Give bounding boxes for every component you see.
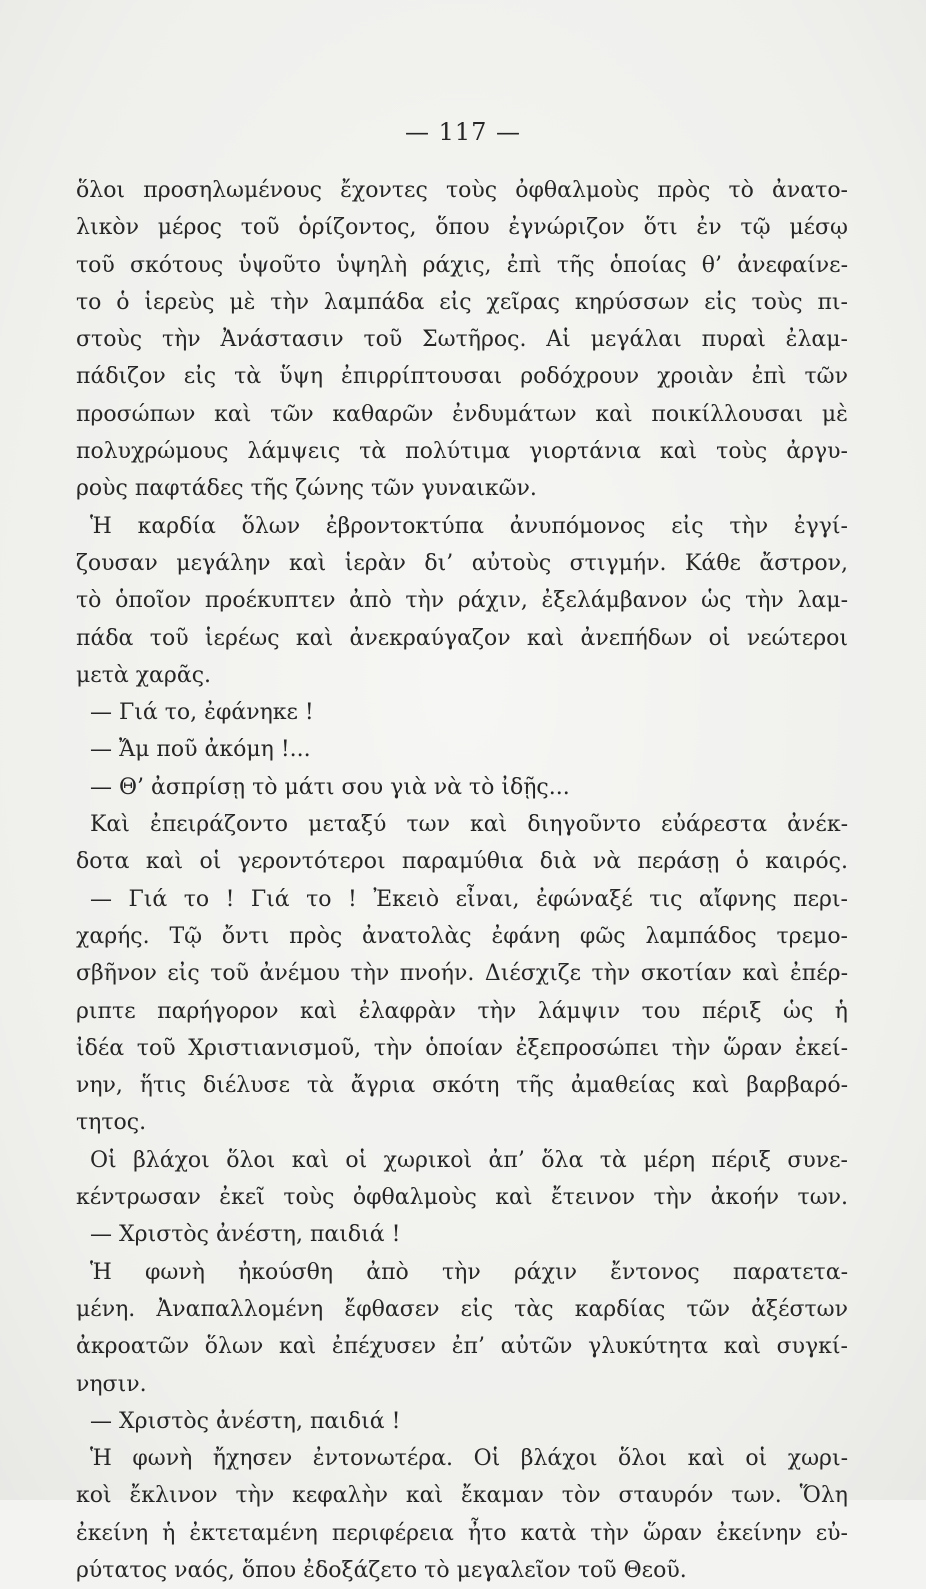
text-line: πολυχρώμους λάμψεις τὰ πολύτιμα γιορτάνια καὶ τοὺς ἀργυ- xyxy=(76,439,848,465)
text-line: λικὸν μέρος τοῦ ὁρίζοντος, ὅπου ἐγνώριζον ὅτι ἐν τῷ μέσῳ xyxy=(76,215,848,241)
text-line: ἐκείνη ἡ ἐκτεταμένη περιφέρεια ἦτο κατὰ τὴν ὥραν ἐκείνην εὐ- xyxy=(76,1520,848,1546)
text-line: — Χριστὸς ἀνέστη, παιδιά ! xyxy=(90,1408,401,1434)
text-line: — Γιά το ! Γιά το ! Ἐκειὸ εἶναι, ἐφώναξέ τις αἴφνης περι- xyxy=(90,886,848,912)
text-line: τὸ ὁποῖον προέκυπτεν ἀπὸ τὴν ράχιν, ἐξελάμβανον ὡς τὴν λαμ- xyxy=(76,588,848,614)
text-line: Οἱ βλάχοι ὅλοι καὶ οἱ χωρικοὶ ἀπ’ ὅλα τὰ μέρη πέριξ συνε- xyxy=(90,1147,848,1173)
text-line: ζουσαν μεγάλην καὶ ἱερὰν δι’ αὐτοὺς στιγμήν. Κάθε ἄστρον, xyxy=(76,550,848,576)
text-line: Ἡ φωνὴ ἠκούσθη ἀπὸ τὴν ράχιν ἔντονος παρατετα- xyxy=(90,1259,848,1285)
text-line: — Γιά το, ἐφάνηκε ! xyxy=(90,700,314,726)
text-line: Καὶ ἐπειράζοντο μεταξύ των καὶ διηγοῦντο εὐάρεστα ἀνέκ- xyxy=(90,812,848,838)
text-line: — Ἄμ ποῦ ἀκόμη !... xyxy=(90,737,311,763)
text-line: ὅλοι προσηλωμένους ἔχοντες τοὺς ὀφθαλμοὺς πρὸς τὸ ἀνατο- xyxy=(76,178,848,203)
text-line: τοῦ σκότους ὑψοῦτο ὑψηλὴ ράχις, ἐπὶ τῆς ὁποίας θ’ ἀνεφαίνε- xyxy=(76,252,848,278)
text-line: ροὺς παφτάδες τῆς ζώνης τῶν γυναικῶν. xyxy=(76,476,537,502)
text-line: — Θ’ ἀσπρίσῃ τὸ μάτι σου γιὰ νὰ τὸ ἰδῇς... xyxy=(90,774,570,800)
text-line: Ἡ καρδία ὅλων ἐβροντοκτύπα ἀνυπόμονος εἰς τὴν ἐγγί- xyxy=(90,513,848,539)
text-line: ρύτατος ναός, ὅπου ἐδοξάζετο τὸ μεγαλεῖον τοῦ Θεοῦ. xyxy=(76,1557,687,1583)
text-line: χαρής. Τῷ ὄντι πρὸς ἀνατολὰς ἐφάνη φῶς λαμπάδος τρεμο- xyxy=(76,923,848,949)
text-line: — Χριστὸς ἀνέστη, παιδιά ! xyxy=(90,1222,401,1248)
text-line: κέντρωσαν ἐκεῖ τοὺς ὀφθαλμοὺς καὶ ἔτεινον τὴν ἀκοήν των. xyxy=(76,1185,848,1211)
text-line: μετὰ χαρᾶς. xyxy=(76,662,212,688)
text-line: μένη. Ἀναπαλλομένη ἔφθασεν εἰς τὰς καρδίας τῶν ἀξέστων xyxy=(76,1296,848,1322)
text-line: τητος. xyxy=(76,1110,147,1136)
text-line: στοὺς τὴν Ἀνάστασιν τοῦ Σωτῆρος. Αἱ μεγάλαι πυραὶ ἐλαμ- xyxy=(76,327,848,353)
text-line: πάδιζον εἰς τὰ ὕψη ἐπιρρίπτουσαι ροδόχρουν χροιὰν ἐπὶ τῶν xyxy=(76,364,848,390)
text-line: νησιν. xyxy=(76,1371,147,1397)
page-number: — 117 — xyxy=(404,118,522,146)
text-line: προσώπων καὶ τῶν καθαρῶν ἐνδυμάτων καὶ ποικίλλουσαι μὲ xyxy=(76,401,848,427)
text-line: νην, ἥτις διέλυσε τὰ ἄγρια σκότη τῆς ἀμαθείας καὶ βαρβαρό- xyxy=(76,1073,848,1099)
text-line: σβῆνον εἰς τοῦ ἀνέμου τὴν πνοήν. Διέσχιζε τὴν σκοτίαν καὶ ἐπέρ- xyxy=(76,961,848,987)
text-line: ριπτε παρήγορον καὶ ἐλαφρὰν τὴν λάμψιν του πέριξ ὡς ἡ xyxy=(76,998,848,1024)
text-line: Ἡ φωνὴ ἤχησεν ἐντονωτέρα. Οἱ βλάχοι ὅλοι καὶ οἱ χωρι- xyxy=(90,1446,848,1472)
text-line: ἰδέα τοῦ Χριστιανισμοῦ, τὴν ὁποίαν ἐξεπροσώπει τὴν ὥραν ἐκεί- xyxy=(76,1035,848,1061)
text-line: το ὁ ἱερεὺς μὲ τὴν λαμπάδα εἰς χεῖρας κηρύσσων εἰς τοὺς πι- xyxy=(76,289,848,315)
body-text xyxy=(76,172,848,1589)
text-line: δοτα καὶ οἱ γεροντότεροι παραμύθια διὰ νὰ περάσῃ ὁ καιρός. xyxy=(76,849,848,875)
text-line: κοὶ ἔκλινον τὴν κεφαλὴν καὶ ἔκαμαν τὸν σταυρόν των. Ὅλη xyxy=(76,1483,848,1509)
text-line: ἀκροατῶν ὅλων καὶ ἐπέχυσεν ἐπ’ αὐτῶν γλυκύτητα καὶ συγκί- xyxy=(76,1334,848,1360)
text-line: πάδα τοῦ ἱερέως καὶ ἀνεκραύγαζον καὶ ἀνεπήδων οἱ νεώτεροι xyxy=(76,625,848,651)
